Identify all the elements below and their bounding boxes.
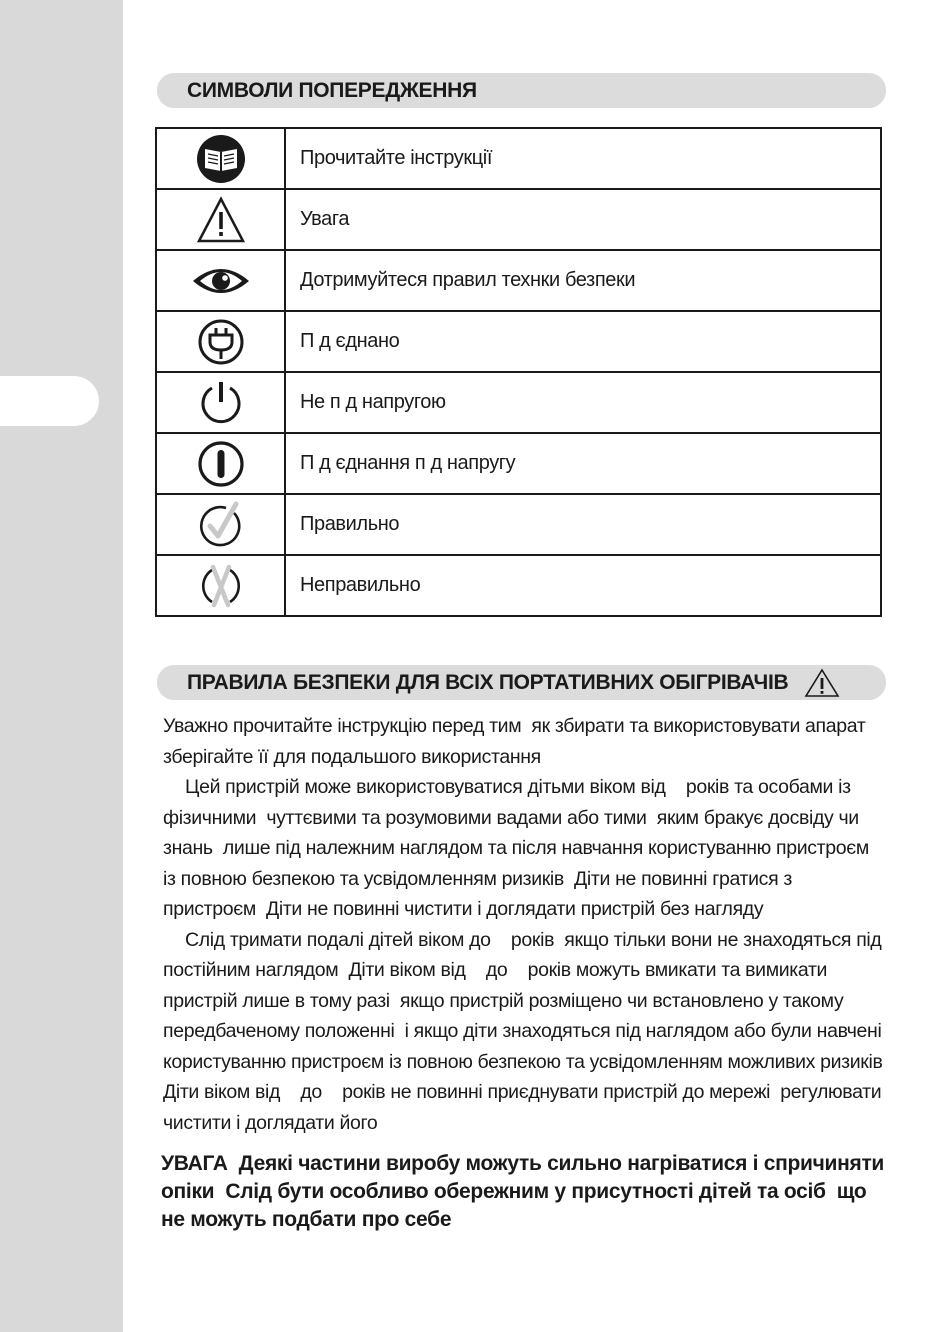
safety-rules-text [163, 711, 893, 1138]
symbol-label: Не п д напругою [285, 372, 881, 433]
symbol-label: Неправильно [285, 555, 881, 616]
symbols-section-title: СИМВОЛИ ПОПЕРЕДЖЕННЯ [187, 79, 477, 102]
table-row [156, 372, 881, 433]
safety-section-header [157, 665, 886, 700]
table-row [156, 189, 881, 250]
side-margin-strip [0, 0, 123, 1332]
eye-icon [191, 265, 251, 297]
table-row [156, 433, 881, 494]
table-row [156, 311, 881, 372]
safety-paragraph: Уважно прочитайте інструкцію перед тим як збирати та використовувати апарат зберігайте її для подальшого використання [163, 715, 876, 768]
safety-paragraph: Слід тримати подалі дітей віком до років якщо тільки вони не знаходяться під постійним наглядом Діти віком від до років можуть вмикати та вимикати пристрій лише в тому разі якщо пристрій розміщено чи встановлено у такому передбаченому положенні і якщо діти знаходяться під наглядом або були навчені користуванню пристроєм із повною безпекою та усвідомленням можливих ризиків Діти віком від до років не повинні приєднувати пристрій до мережі регулювати чистити і доглядати його [163, 928, 893, 1134]
check-icon [196, 500, 246, 550]
symbol-label: Дотримуйтеся правил технки безпеки [285, 250, 881, 311]
symbol-label: Прочитайте інструкції [285, 128, 881, 189]
power-off-icon [196, 378, 246, 428]
table-row [156, 555, 881, 616]
warning-triangle-icon [803, 667, 841, 699]
warning-symbols-table [155, 127, 882, 617]
plug-icon [196, 317, 246, 367]
power-on-icon [196, 439, 246, 489]
symbol-label: Увага [285, 189, 881, 250]
symbol-label: Правильно [285, 494, 881, 555]
burn-warning: УВАГА Деякі частини виробу можуть сильно нагріватися і спричиняти опіки Слід бути особливо обережним у присутності дітей та осіб що не можуть подбати про себе [161, 1152, 890, 1231]
table-row [156, 250, 881, 311]
cross-icon [196, 561, 246, 611]
safety-section-title: ПРАВИЛА БЕЗПЕКИ ДЛЯ ВСІХ ПОРТАТИВНИХ ОБІГРІВАЧІВ [187, 671, 789, 694]
table-row [156, 494, 881, 555]
safety-paragraph: Цей пристрій може використовуватися дітьми віком від років та особами із фізичними чуттєвими та розумовими вадами або тими яким бракує досвіду чи знань лише під належним наглядом та після навчання користуванню пристроєм із повною безпекою та усвідомленням ризиків Діти не повинні гратися з пристроєм Діти не повинні чистити і доглядати пристрій без нагляду [163, 776, 874, 920]
warning-triangle-icon [196, 196, 246, 244]
book-icon [196, 134, 246, 184]
table-row [156, 128, 881, 189]
symbols-section-header [157, 73, 886, 108]
side-tab [0, 376, 99, 426]
symbol-label: П д єднано [285, 311, 881, 372]
symbol-label: П д єднання п д напругу [285, 433, 881, 494]
